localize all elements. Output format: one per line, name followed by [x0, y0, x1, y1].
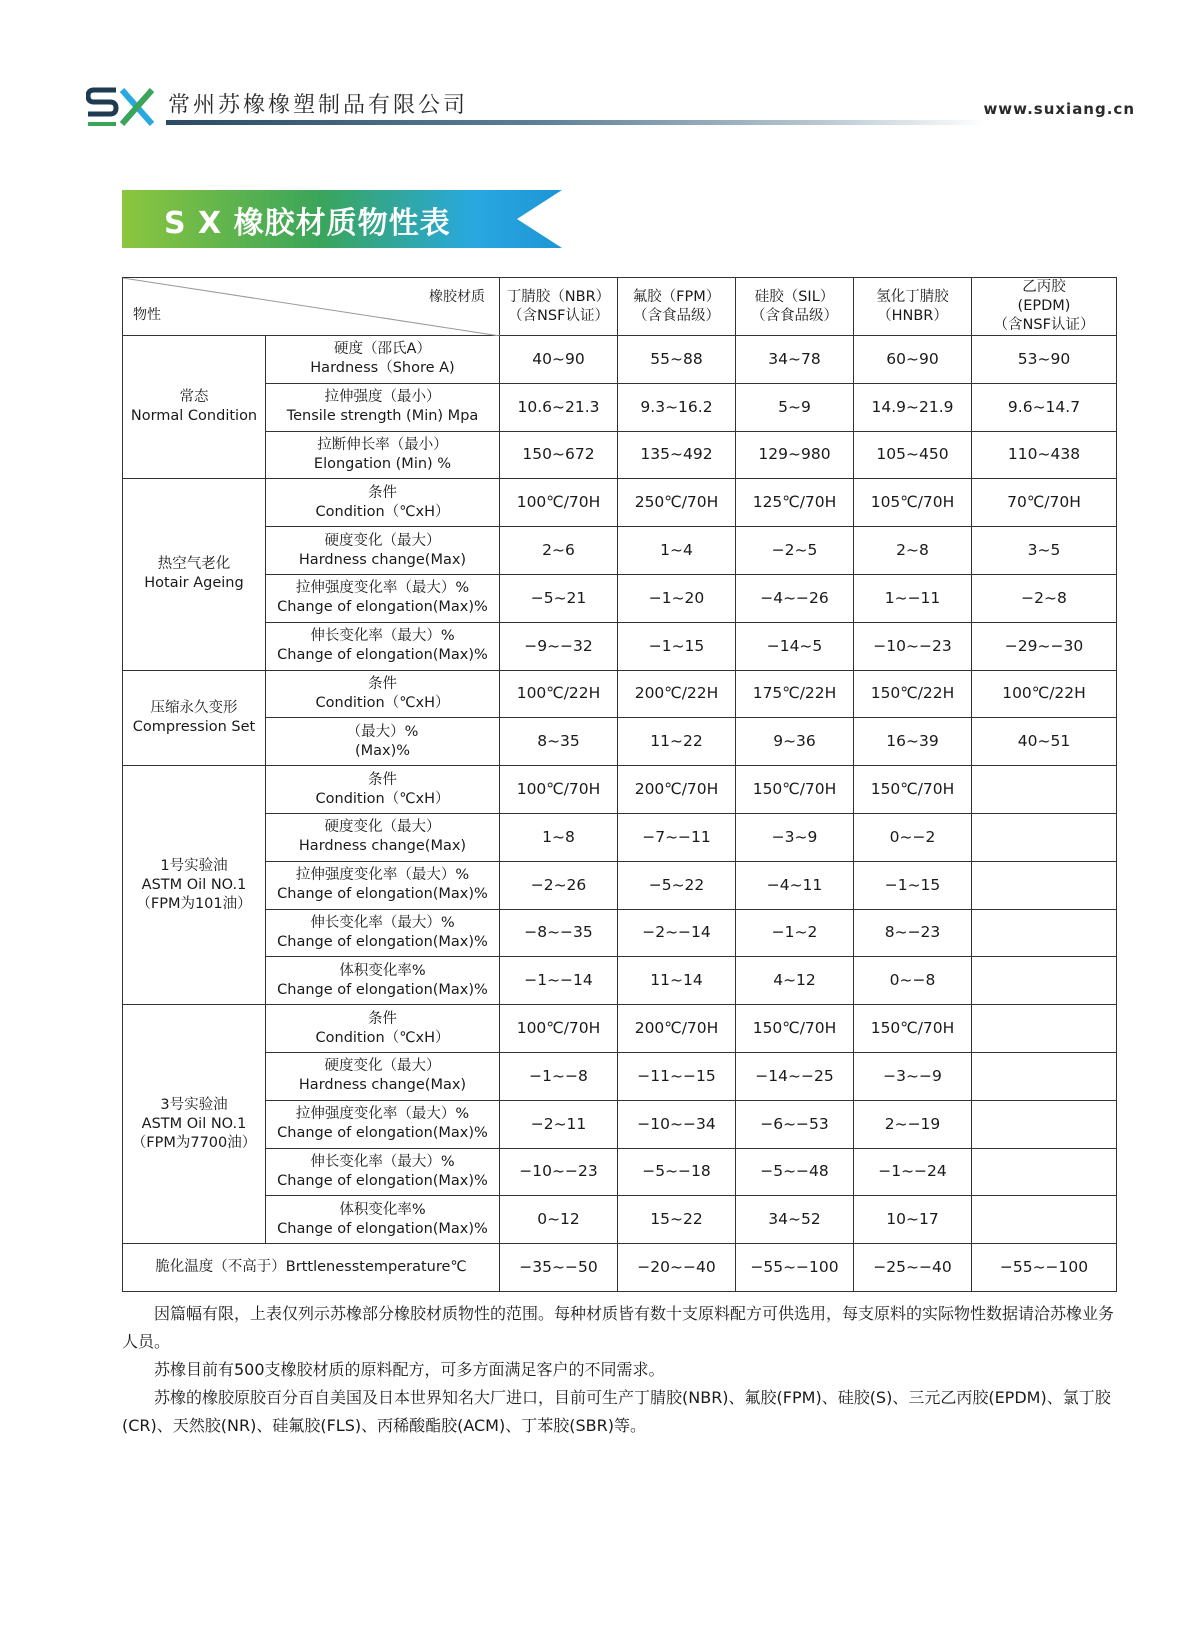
value-cell: 10.6~21.3 [500, 383, 618, 431]
property-label: 体积变化率% [339, 962, 426, 979]
brittleness-label: 脆化温度（不高于）Brttlenesstemperature℃ [123, 1244, 500, 1292]
category-label: Hotair Ageing [144, 575, 244, 592]
property-cell [266, 909, 500, 957]
table-row [123, 766, 1117, 814]
value-cell: −25~−40 [854, 1244, 972, 1292]
property-label: 伸长变化率（最大）% [310, 914, 455, 931]
property-label: 拉伸强度变化率（最大）% [295, 867, 470, 884]
value-cell: 40~51 [972, 718, 1117, 766]
property-cell [266, 1196, 500, 1244]
property-label: Change of elongation(Max)% [277, 647, 488, 664]
value-cell: 150~672 [500, 431, 618, 479]
value-cell: 200℃/22H [618, 670, 736, 718]
column-header-line: 氢化丁腈胶 [876, 288, 949, 305]
value-cell [972, 813, 1117, 861]
property-label: （最大）% [346, 723, 419, 740]
value-cell: 0~−2 [854, 813, 972, 861]
category-label: 常态 [179, 389, 209, 406]
column-header-line: （含NSF认证） [993, 317, 1095, 333]
value-cell: 200℃/70H [618, 766, 736, 814]
property-label: Condition（℃xH） [315, 1029, 450, 1046]
category-label: 1号实验油 [160, 857, 228, 874]
value-cell: 40~90 [500, 336, 618, 384]
table-header-row [123, 278, 1117, 336]
value-cell: 11~22 [618, 718, 736, 766]
value-cell [972, 1196, 1117, 1244]
property-cell [266, 766, 500, 814]
value-cell: −1~−24 [854, 1148, 972, 1196]
value-cell: −1~−14 [500, 957, 618, 1005]
column-header-epdm [972, 278, 1117, 336]
value-cell: −1~20 [618, 574, 736, 622]
property-label: Hardness change(Max) [298, 1077, 467, 1094]
value-cell: 1~−11 [854, 574, 972, 622]
material-properties-table [122, 277, 1116, 1292]
column-header-line: 氟胶（FPM） [632, 288, 721, 305]
header-divider [166, 120, 986, 125]
table-row [123, 1100, 1117, 1148]
category-label: 压缩永久变形 [150, 699, 238, 716]
property-cell [266, 1005, 500, 1053]
value-cell: 16~39 [854, 718, 972, 766]
property-label: Tensile strength (Min) Mpa [286, 408, 479, 425]
column-header-line: 硅胶（SIL） [754, 288, 835, 305]
company-logo [86, 86, 156, 128]
property-cell [266, 1052, 500, 1100]
table-row [123, 383, 1117, 431]
notes-section [122, 1300, 1116, 1440]
property-label: 伸长变化率（最大）% [310, 628, 455, 645]
value-cell: 34~52 [736, 1196, 854, 1244]
column-header-line: （含食品级） [751, 307, 838, 324]
column-header-line: （含食品级） [633, 307, 720, 324]
value-cell: −5~−18 [618, 1148, 736, 1196]
category-label: 3号实验油 [160, 1096, 228, 1113]
value-cell: 105℃/70H [854, 479, 972, 527]
table-row [123, 1052, 1117, 1100]
value-cell [972, 1148, 1117, 1196]
value-cell: −7~−11 [618, 813, 736, 861]
table-row [123, 574, 1117, 622]
value-cell [972, 766, 1117, 814]
table-row [123, 1148, 1117, 1196]
property-label: Change of elongation(Max)% [277, 886, 488, 903]
value-cell: 11~14 [618, 957, 736, 1005]
value-cell: 8~35 [500, 718, 618, 766]
property-cell [266, 336, 500, 384]
category-label: ASTM Oil NO.1 [141, 876, 247, 893]
category-label: ASTM Oil NO.1 [141, 1115, 247, 1132]
property-cell [266, 383, 500, 431]
property-label: Condition（℃xH） [315, 503, 450, 520]
table-row [123, 431, 1117, 479]
value-cell: 14.9~21.9 [854, 383, 972, 431]
value-cell [972, 861, 1117, 909]
value-cell: 4~12 [736, 957, 854, 1005]
value-cell: −5~22 [618, 861, 736, 909]
property-label: Hardness change(Max) [298, 838, 467, 855]
category-label: （FPM为7700油） [131, 1134, 257, 1151]
value-cell: −2~−14 [618, 909, 736, 957]
table-row [123, 718, 1117, 766]
value-cell: 8~−23 [854, 909, 972, 957]
note-paragraph: 苏橡目前有500支橡胶材质的原料配方，可多方面满足客户的不同需求。 [154, 1360, 665, 1379]
value-cell [972, 1005, 1117, 1053]
value-cell: 250℃/70H [618, 479, 736, 527]
category-cell [123, 479, 266, 670]
corner-label-property: 物性 [133, 307, 161, 323]
value-cell: −5~21 [500, 574, 618, 622]
value-cell [972, 909, 1117, 957]
property-cell [266, 479, 500, 527]
value-cell: 2~8 [854, 527, 972, 575]
value-cell: −2~8 [972, 574, 1117, 622]
value-cell [972, 1100, 1117, 1148]
property-label: 硬度变化（最大） [324, 819, 441, 836]
category-cell [123, 670, 266, 766]
value-cell: −14~5 [736, 622, 854, 670]
value-cell: 200℃/70H [618, 1005, 736, 1053]
value-cell: −2~5 [736, 527, 854, 575]
value-cell: 0~12 [500, 1196, 618, 1244]
table-body [123, 336, 1117, 1292]
value-cell [972, 957, 1117, 1005]
property-label: 硬度（邵氏A） [334, 341, 431, 358]
value-cell: 110~438 [972, 431, 1117, 479]
value-cell: 175℃/22H [736, 670, 854, 718]
value-cell: 100℃/70H [500, 479, 618, 527]
value-cell: −1~−8 [500, 1052, 618, 1100]
property-cell [266, 718, 500, 766]
value-cell: 3~5 [972, 527, 1117, 575]
property-cell [266, 813, 500, 861]
table-row [123, 1005, 1117, 1053]
property-label: 拉断伸长率（最小） [317, 436, 448, 453]
value-cell: 5~9 [736, 383, 854, 431]
property-cell [266, 622, 500, 670]
column-header-hnbr [854, 278, 972, 336]
table-row [123, 479, 1117, 527]
property-label: 条件 [368, 484, 397, 501]
property-label: 条件 [368, 771, 397, 788]
property-cell [266, 527, 500, 575]
column-header-line: （含NSF认证） [508, 307, 609, 324]
category-label: Compression Set [132, 718, 256, 735]
value-cell: 2~−19 [854, 1100, 972, 1148]
value-cell: 100℃/70H [500, 1005, 618, 1053]
value-cell: 100℃/22H [972, 670, 1117, 718]
property-label: Change of elongation(Max)% [277, 933, 488, 950]
value-cell: −4~−26 [736, 574, 854, 622]
property-label: (Max)% [354, 742, 411, 759]
property-cell [266, 670, 500, 718]
value-cell: 9.3~16.2 [618, 383, 736, 431]
property-label: Condition（℃xH） [315, 790, 450, 807]
property-cell [266, 861, 500, 909]
website-url[interactable]: www.suxiang.cn [983, 100, 1135, 118]
value-cell: −35~−50 [500, 1244, 618, 1292]
value-cell: −2~26 [500, 861, 618, 909]
value-cell: −9~−32 [500, 622, 618, 670]
property-label: Change of elongation(Max)% [277, 1172, 488, 1189]
value-cell: 34~78 [736, 336, 854, 384]
value-cell: −11~−15 [618, 1052, 736, 1100]
value-cell: 150℃/70H [736, 1005, 854, 1053]
value-cell: 100℃/70H [500, 766, 618, 814]
property-label: 条件 [368, 1010, 397, 1027]
value-cell: 150℃/70H [854, 1005, 972, 1053]
property-label: 伸长变化率（最大）% [310, 1153, 455, 1170]
value-cell: 60~90 [854, 336, 972, 384]
property-label: 硬度变化（最大） [324, 532, 441, 549]
category-label: Normal Condition [130, 408, 258, 425]
value-cell: 2~6 [500, 527, 618, 575]
corner-diagonal [123, 278, 500, 336]
note-paragraph: 因篇幅有限，上表仅列示苏橡部分橡胶材质物性的范围。每种材质皆有数十支原料配方可供选用，每支原料的实际物性数据请洽苏橡业务人员。 [122, 1304, 1115, 1351]
value-cell: 125℃/70H [736, 479, 854, 527]
column-header-nbr [500, 278, 618, 336]
property-cell [266, 1100, 500, 1148]
table-row [123, 909, 1117, 957]
value-cell: 10~17 [854, 1196, 972, 1244]
value-cell: 0~−8 [854, 957, 972, 1005]
value-cell: −14~−25 [736, 1052, 854, 1100]
property-cell [266, 957, 500, 1005]
table-row [123, 527, 1117, 575]
property-label: Condition（℃xH） [315, 694, 450, 711]
value-cell [972, 1052, 1117, 1100]
column-header-fpm [618, 278, 736, 336]
value-cell: −2~11 [500, 1100, 618, 1148]
value-cell: 135~492 [618, 431, 736, 479]
category-cell [123, 1005, 266, 1244]
category-label: 热空气老化 [157, 556, 231, 573]
table-row [123, 813, 1117, 861]
property-label: 拉伸强度变化率（最大）% [295, 580, 470, 597]
column-header-line: （HNBR） [877, 307, 948, 324]
value-cell: −1~15 [854, 861, 972, 909]
page-header [0, 0, 1189, 140]
column-header-line: (EPDM) [1017, 298, 1071, 314]
category-cell [123, 336, 266, 479]
value-cell: 15~22 [618, 1196, 736, 1244]
value-cell: −55~−100 [736, 1244, 854, 1292]
value-cell: 105~450 [854, 431, 972, 479]
property-label: 拉伸强度变化率（最大）% [295, 1106, 470, 1123]
property-cell [266, 1148, 500, 1196]
property-label: Elongation (Min) % [313, 455, 452, 472]
property-cell [266, 574, 500, 622]
company-name: 常州苏橡橡塑制品有限公司 [168, 93, 469, 118]
value-cell: −6~−53 [736, 1100, 854, 1148]
value-cell: −5~−48 [736, 1148, 854, 1196]
category-cell [123, 766, 266, 1005]
property-label: Change of elongation(Max)% [277, 1220, 488, 1237]
table-row-brittleness [123, 1244, 1117, 1292]
value-cell: −3~−9 [854, 1052, 972, 1100]
property-label: Change of elongation(Max)% [277, 981, 488, 998]
property-label: 硬度变化（最大） [324, 1058, 441, 1075]
value-cell: 9.6~14.7 [972, 383, 1117, 431]
property-label: 拉伸强度（最小） [324, 389, 441, 406]
value-cell: 150℃/22H [854, 670, 972, 718]
table-row [123, 861, 1117, 909]
value-cell: 150℃/70H [736, 766, 854, 814]
value-cell: 1~8 [500, 813, 618, 861]
value-cell: 53~90 [972, 336, 1117, 384]
value-cell: −10~−23 [500, 1148, 618, 1196]
column-header-line: 乙丙胶 [1022, 279, 1066, 295]
value-cell: −1~2 [736, 909, 854, 957]
value-cell: 129~980 [736, 431, 854, 479]
category-label: （FPM为101油） [136, 895, 252, 912]
value-cell: −20~−40 [618, 1244, 736, 1292]
value-cell: 70℃/70H [972, 479, 1117, 527]
table-row [123, 622, 1117, 670]
table-row [123, 670, 1117, 718]
value-cell: −8~−35 [500, 909, 618, 957]
property-label: Hardness（Shore A) [310, 360, 455, 377]
column-header-line: 丁腈胶（NBR） [506, 288, 611, 305]
page-title: S X 橡胶材质物性表 [164, 206, 451, 241]
value-cell: 55~88 [618, 336, 736, 384]
property-label: Change of elongation(Max)% [277, 599, 488, 616]
note-paragraph: 苏橡的橡胶原胶百分百自美国及日本世界知名大厂进口，目前可生产丁腈胶(NBR)、氟胶(FPM)、硅胶(S)、三元乙丙胶(EPDM)、氯丁胶(CR)、天然胶(NR)、硅氟胶(FLS)、丙稀酸酯胶(ACM)、丁苯胶(SBR)等。 [122, 1388, 1111, 1435]
property-label: 条件 [368, 675, 397, 692]
value-cell: −55~−100 [972, 1244, 1117, 1292]
table-row [123, 957, 1117, 1005]
table-row [123, 336, 1117, 384]
table-corner-header [123, 278, 500, 336]
property-label: 体积变化率% [339, 1201, 426, 1218]
value-cell: −3~9 [736, 813, 854, 861]
value-cell: 9~36 [736, 718, 854, 766]
value-cell: 150℃/70H [854, 766, 972, 814]
title-banner [122, 190, 582, 248]
value-cell: −29~−30 [972, 622, 1117, 670]
column-header-sil [736, 278, 854, 336]
property-label: Change of elongation(Max)% [277, 1125, 488, 1142]
property-label: Hardness change(Max) [298, 551, 467, 568]
corner-label-material: 橡胶材质 [429, 289, 485, 305]
value-cell: −10~−34 [618, 1100, 736, 1148]
value-cell: −4~11 [736, 861, 854, 909]
value-cell: −1~15 [618, 622, 736, 670]
table-row [123, 1196, 1117, 1244]
value-cell: 1~4 [618, 527, 736, 575]
value-cell: −10~−23 [854, 622, 972, 670]
property-cell [266, 431, 500, 479]
value-cell: 100℃/22H [500, 670, 618, 718]
